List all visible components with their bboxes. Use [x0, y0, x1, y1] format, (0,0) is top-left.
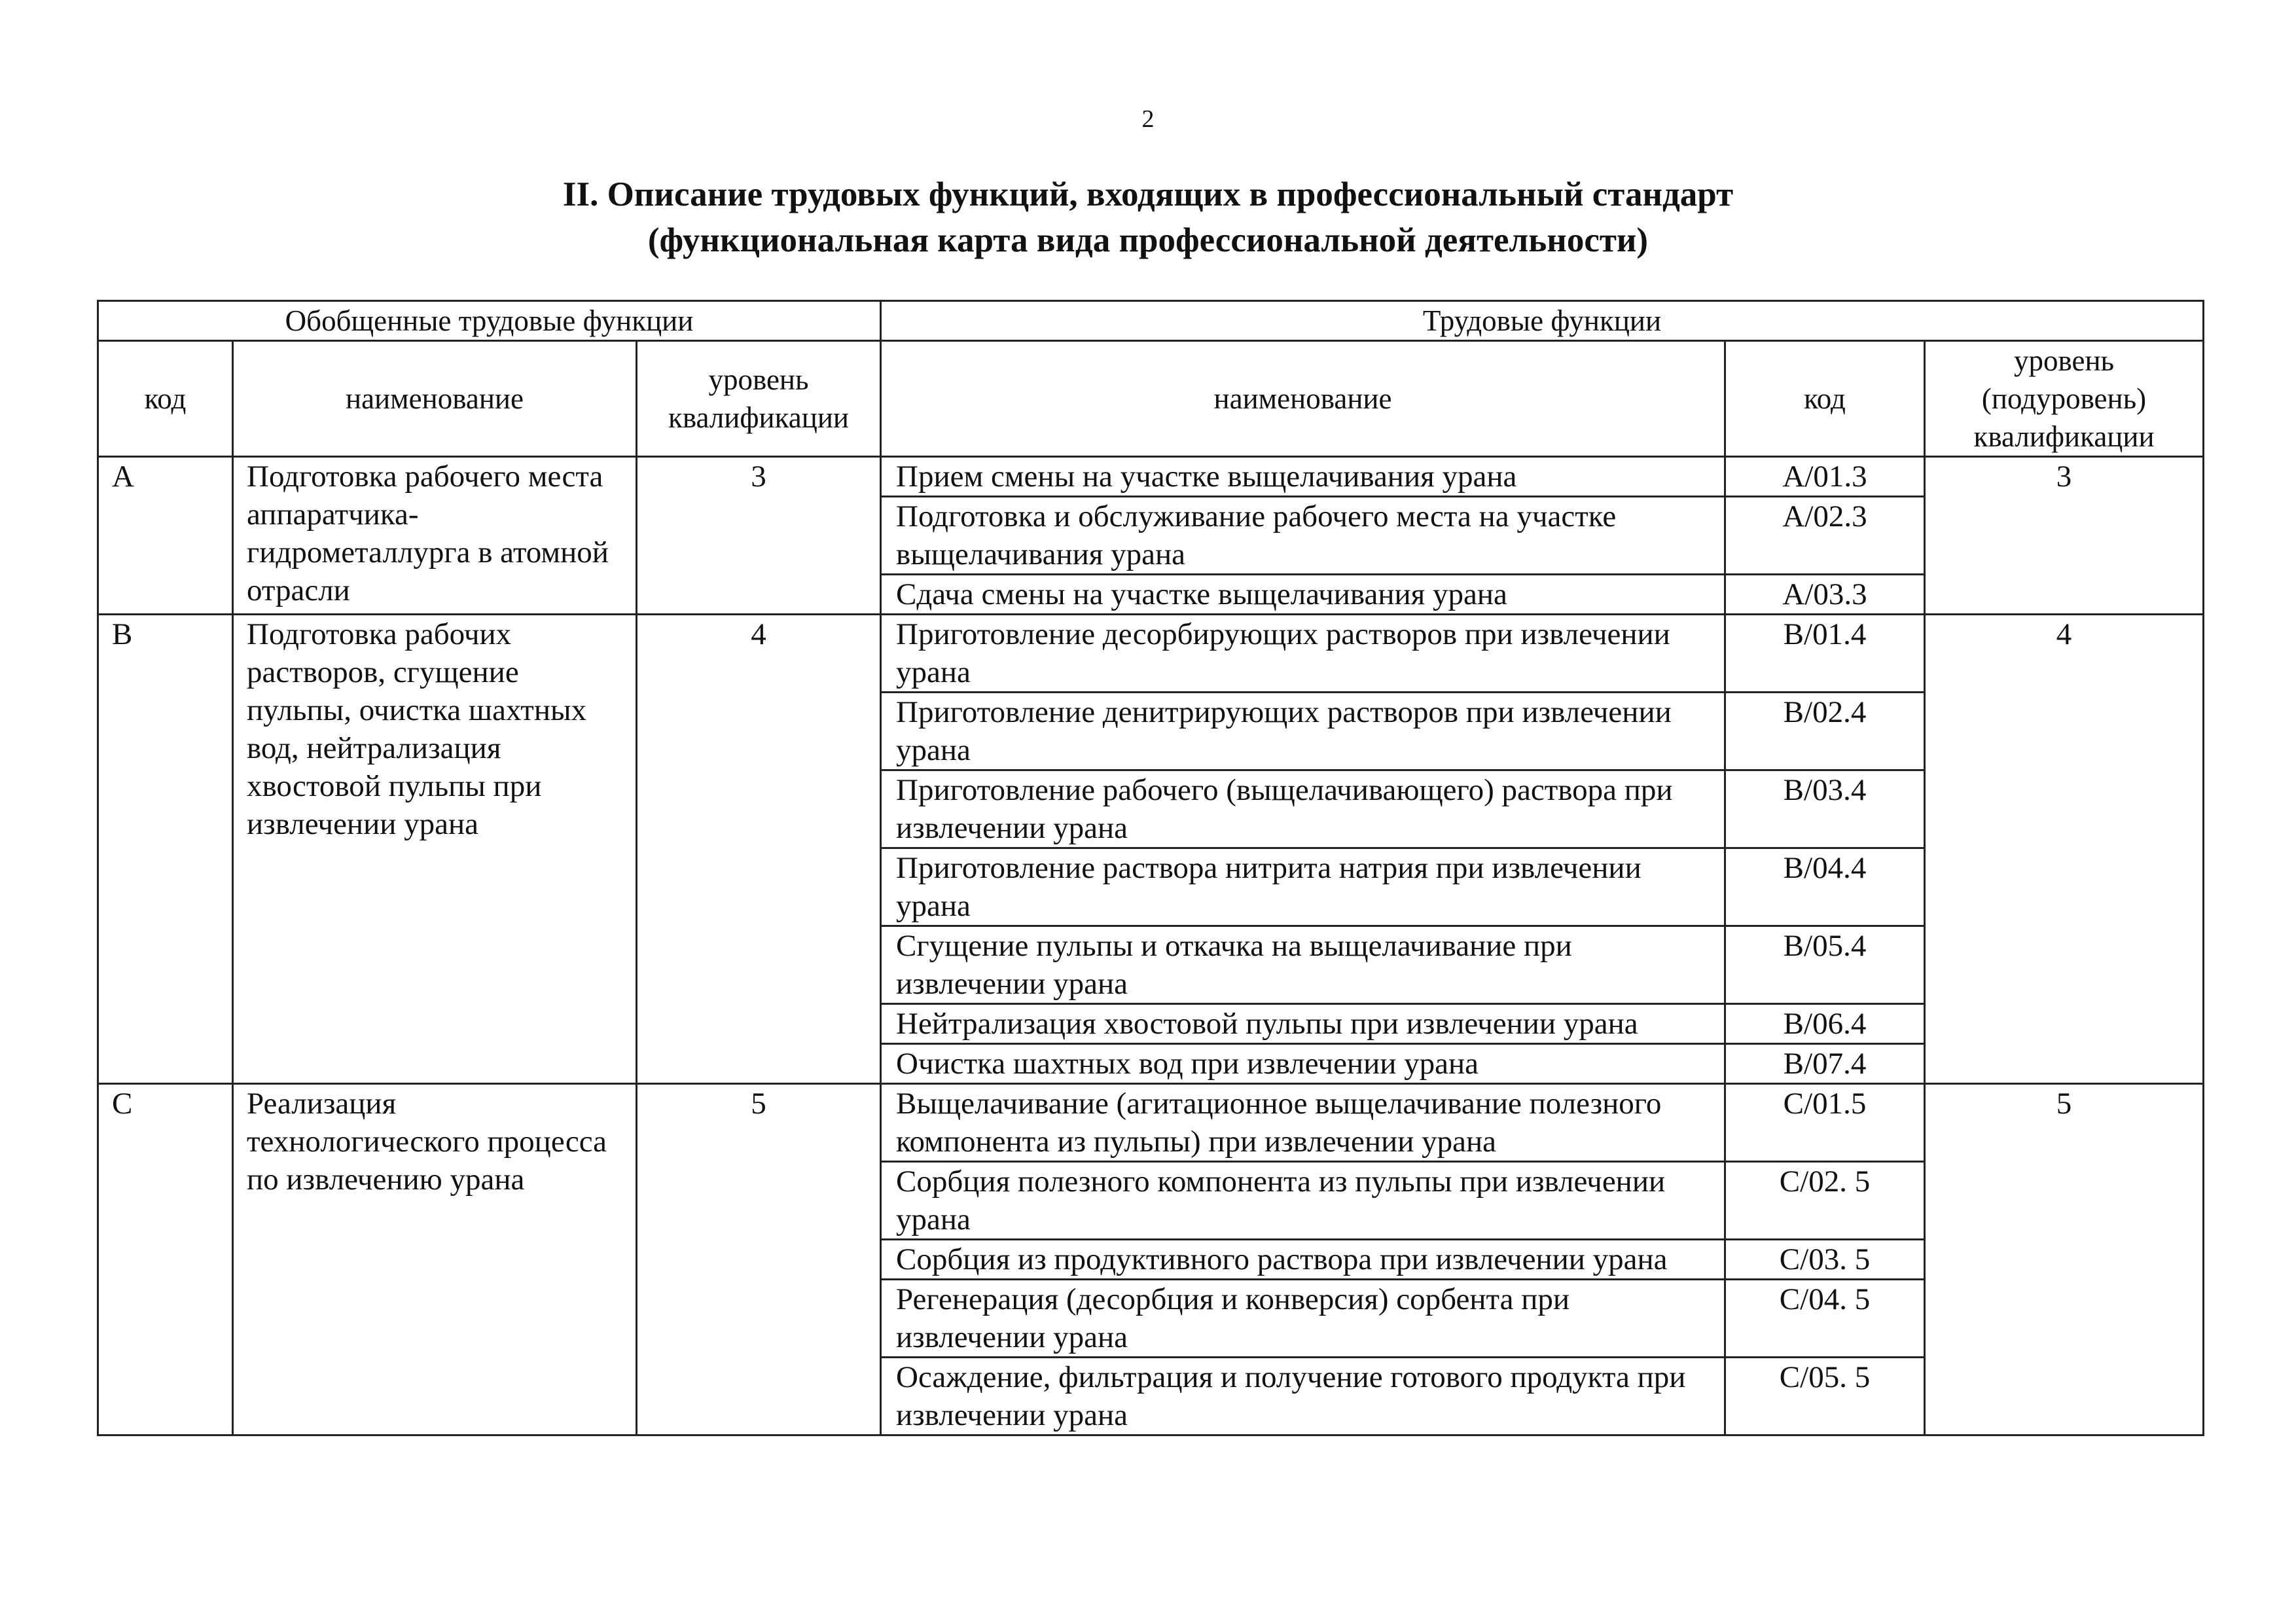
tf-code-cell: B/06.4 [1725, 1004, 1925, 1044]
tf-level-cell: 3 [1925, 457, 2204, 615]
table-row [98, 615, 2204, 693]
tf-code-cell: B/07.4 [1725, 1044, 1925, 1084]
table-row [98, 457, 2204, 497]
tf-name-cell: Приготовление раствора нитрита натрия при извлечении урана [881, 848, 1725, 926]
gen-code-cell: C [98, 1084, 233, 1435]
labor-functions-header: Трудовые функции [881, 301, 2204, 341]
gen-code-cell: A [98, 457, 233, 615]
tf-name-cell: Осаждение, фильтрация и получение готового продукта при извлечении урана [881, 1358, 1725, 1435]
page-title [0, 171, 2296, 263]
generalized-functions-header: Обобщенные трудовые функции [98, 301, 881, 341]
col-header-tf-level: уровень (подуровень) квалификации [1925, 341, 2204, 457]
gen-name-cell: Реализация технологического процесса по извлечению урана [233, 1084, 637, 1435]
tf-name-cell: Выщелачивание (агитационное выщелачивание полезного компонента из пульпы) при извлечении урана [881, 1084, 1725, 1162]
tf-name-cell: Прием смены на участке выщелачивания урана [881, 457, 1725, 497]
tf-name-cell: Сдача смены на участке выщелачивания урана [881, 575, 1725, 615]
tf-code-cell: A/03.3 [1725, 575, 1925, 615]
gen-name-cell: Подготовка рабочих растворов, сгущение пульпы, очистка шахтных вод, нейтрализация хвостовой пульпы при извлечении урана [233, 615, 637, 1084]
tf-code-cell: C/02. 5 [1725, 1162, 1925, 1240]
tf-name-cell: Нейтрализация хвостовой пульпы при извлечении урана [881, 1004, 1725, 1044]
tf-name-cell: Очистка шахтных вод при извлечении урана [881, 1044, 1725, 1084]
gen-level-cell: 4 [637, 615, 881, 1084]
tf-code-cell: B/05.4 [1725, 926, 1925, 1004]
col-header-gen-level: уровень квалификации [637, 341, 881, 457]
table-row [98, 1084, 2204, 1162]
tf-code-cell: C/04. 5 [1725, 1280, 1925, 1358]
tf-code-cell: B/02.4 [1725, 693, 1925, 770]
gen-level-cell: 3 [637, 457, 881, 615]
title-line-1: II. Описание трудовых функций, входящих в профессиональный стандарт [562, 175, 1734, 213]
gen-name-cell: Подготовка рабочего места аппаратчика-гидрометаллурга в атомной отрасли [233, 457, 637, 615]
col-header-tf-code: код [1725, 341, 1925, 457]
tf-code-cell: A/01.3 [1725, 457, 1925, 497]
col-header-tf-name: наименование [881, 341, 1725, 457]
tf-name-cell: Сорбция из продуктивного раствора при извлечении урана [881, 1240, 1725, 1280]
tf-level-cell: 5 [1925, 1084, 2204, 1435]
tf-code-cell: A/02.3 [1725, 497, 1925, 575]
col-header-gen-name: наименование [233, 341, 637, 457]
functional-map-table [97, 300, 2204, 1436]
tf-name-cell: Приготовление денитрирующих растворов при извлечении урана [881, 693, 1725, 770]
tf-code-cell: B/01.4 [1725, 615, 1925, 693]
group-header-row [98, 301, 2204, 341]
tf-code-cell: C/01.5 [1725, 1084, 1925, 1162]
gen-level-cell: 5 [637, 1084, 881, 1435]
tf-name-cell: Подготовка и обслуживание рабочего места на участке выщелачивания урана [881, 497, 1725, 575]
tf-code-cell: B/03.4 [1725, 770, 1925, 848]
title-line-2: (функциональная карта вида профессиональной деятельности) [647, 221, 1649, 259]
tf-name-cell: Сгущение пульпы и откачка на выщелачивание при извлечении урана [881, 926, 1725, 1004]
tf-code-cell: C/05. 5 [1725, 1358, 1925, 1435]
tf-name-cell: Сорбция полезного компонента из пульпы при извлечении урана [881, 1162, 1725, 1240]
tf-level-cell: 4 [1925, 615, 2204, 1084]
tf-code-cell: C/03. 5 [1725, 1240, 1925, 1280]
tf-name-cell: Приготовление рабочего (выщелачивающего) раствора при извлечении урана [881, 770, 1725, 848]
tf-name-cell: Регенерация (десорбция и конверсия) сорбента при извлечении урана [881, 1280, 1725, 1358]
tf-name-cell: Приготовление десорбирующих растворов при извлечении урана [881, 615, 1725, 693]
gen-code-cell: B [98, 615, 233, 1084]
col-header-gen-code: код [98, 341, 233, 457]
column-header-row [98, 341, 2204, 457]
page-number: 2 [1141, 105, 1155, 133]
tf-code-cell: B/04.4 [1725, 848, 1925, 926]
